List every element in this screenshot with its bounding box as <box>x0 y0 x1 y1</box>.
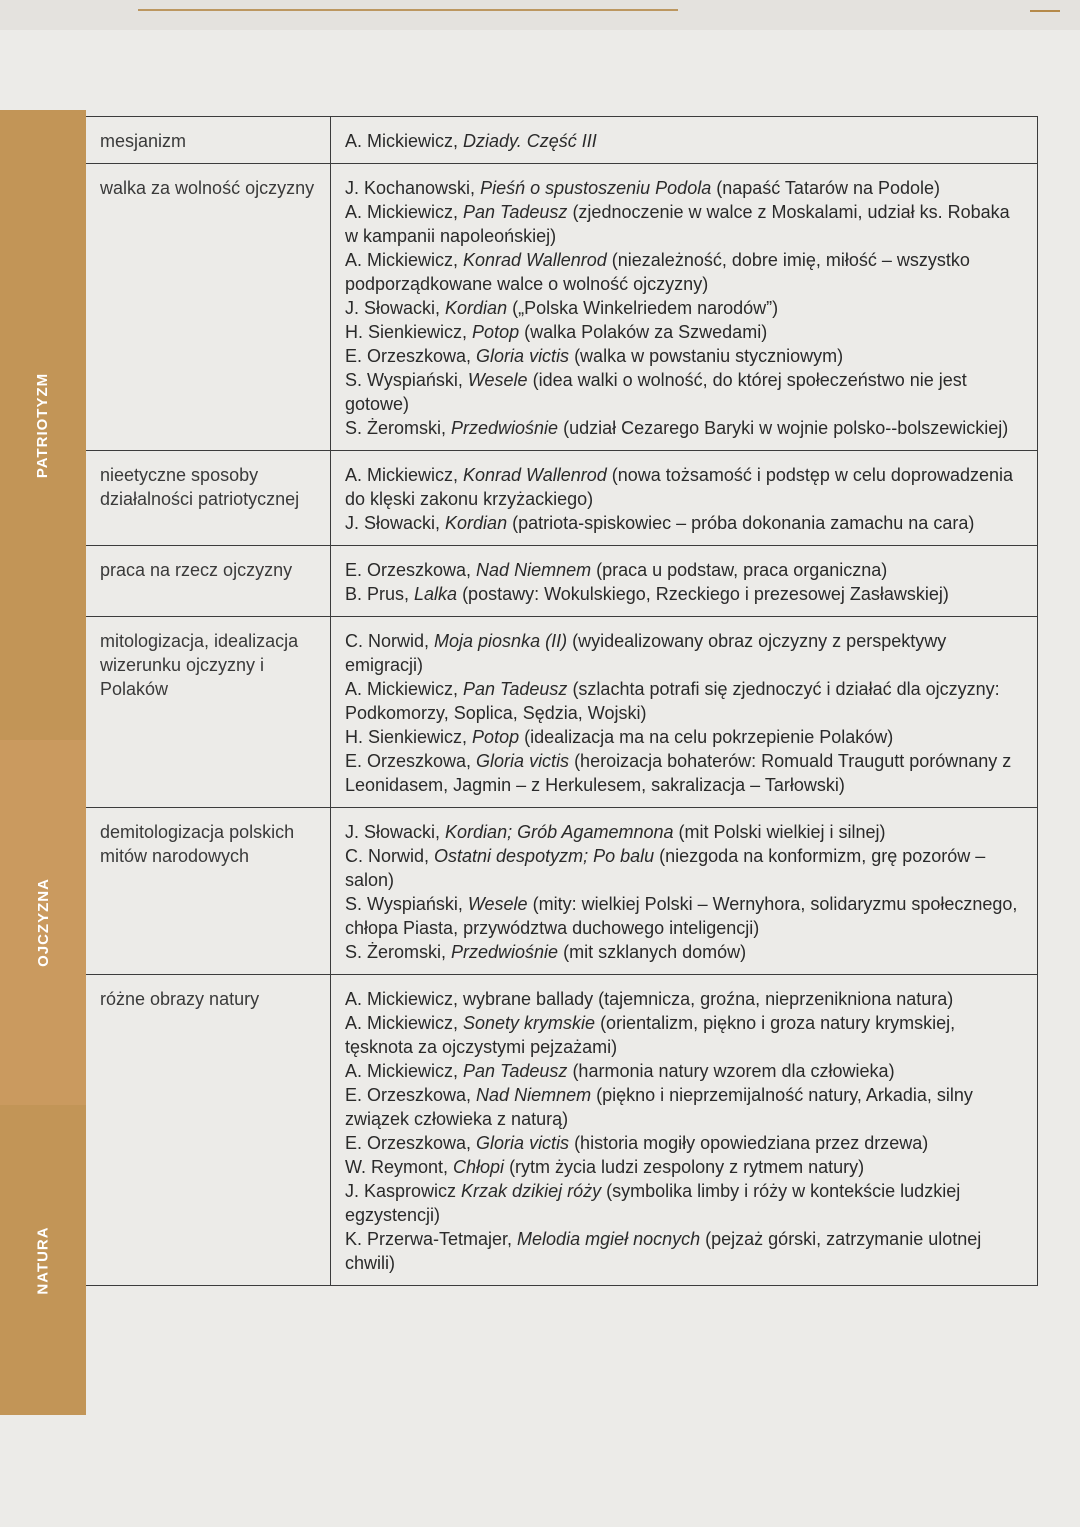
work-author: A. Mickiewicz, <box>345 202 464 222</box>
work-entry <box>345 1083 1023 1131</box>
work-note: (udział Cezarego Baryki w wojnie polsko--bolszewickiej) <box>558 418 1009 438</box>
work-entry <box>345 1131 1023 1155</box>
work-author: E. Orzeszkowa, <box>345 751 477 771</box>
section-label-natura: NATURA <box>34 1225 52 1295</box>
table-row <box>86 117 1038 164</box>
work-entry <box>345 677 1023 725</box>
work-author: J. Słowacki, <box>345 513 446 533</box>
work-note: (idealizacja ma na celu pokrzepienie Polaków) <box>519 727 894 747</box>
work-author: J. Kasprowicz <box>345 1181 462 1201</box>
work-author: A. Mickiewicz, <box>345 131 464 151</box>
work-entry <box>345 176 1023 200</box>
work-note: (praca u podstaw, praca organiczna) <box>591 560 888 580</box>
work-author: S. Żeromski, <box>345 942 452 962</box>
work-entry <box>345 511 1023 535</box>
work-entry <box>345 416 1023 440</box>
work-note: (mit Polski wielkiej i silnej) <box>673 822 886 842</box>
work-title: Przedwiośnie <box>451 942 559 962</box>
work-entry <box>345 749 1023 797</box>
work-author: S. Wyspiański, <box>345 894 468 914</box>
work-note: („Polska Winkelriedem narodów”) <box>507 298 779 318</box>
work-entry <box>345 1155 1023 1179</box>
topics-table <box>86 116 1038 1286</box>
works-cell <box>331 117 1038 164</box>
work-title: Kordian; Grób Agamemnona <box>445 822 674 842</box>
work-note: (postawy: Wokulskiego, Rzeckiego i prezesowej Zasławskiej) <box>457 584 949 604</box>
work-author: S. Żeromski, <box>345 418 452 438</box>
work-author: E. Orzeszkowa, <box>345 1133 477 1153</box>
work-note: (wyidealizowany obraz ojczyzny z perspektywy emigracji) <box>345 631 947 675</box>
work-entry <box>345 582 1023 606</box>
work-author: S. Wyspiański, <box>345 370 468 390</box>
work-entry <box>345 558 1023 582</box>
table-row <box>86 808 1038 975</box>
topic-cell: walka za wolność ojczyzny <box>86 164 331 451</box>
work-author: C. Norwid, <box>345 631 435 651</box>
work-title: Chłopi <box>453 1157 505 1177</box>
work-title: Nad Niemnem <box>476 560 592 580</box>
work-note: (pejzaż górski, zatrzymanie ulotnej chwili) <box>345 1229 982 1273</box>
work-note: (napaść Tatarów na Podole) <box>711 178 941 198</box>
work-entry <box>345 1179 1023 1227</box>
work-entry <box>345 629 1023 677</box>
work-entry <box>345 940 1023 964</box>
work-entry <box>345 463 1023 511</box>
table-row <box>86 451 1038 546</box>
works-cell <box>331 808 1038 975</box>
topic-cell: praca na rzecz ojczyzny <box>86 546 331 617</box>
work-entry <box>345 892 1023 940</box>
work-author: K. Przerwa-Tetmajer, <box>345 1229 518 1249</box>
work-author: J. Kochanowski, <box>345 178 481 198</box>
work-note: (nowa tożsamość i podstęp w celu doprowadzenia do klęski zakonu krzyżackiego) <box>345 465 1014 509</box>
work-note: (piękno i nieprzemijalność natury, Arkadia, silny związek człowieka z naturą) <box>345 1085 973 1129</box>
work-note: (harmonia natury wzorem dla człowieka) <box>567 1061 895 1081</box>
work-note: (walka w powstaniu styczniowym) <box>569 346 844 366</box>
work-title: Pan Tadeusz <box>463 1061 568 1081</box>
work-author: A. Mickiewicz, <box>345 679 464 699</box>
work-author: E. Orzeszkowa, <box>345 1085 477 1105</box>
work-author: A. Mickiewicz, <box>345 1061 464 1081</box>
top-decorative-rule <box>138 9 678 11</box>
table-row <box>86 546 1038 617</box>
work-note: (idea walki o wolność, do której społeczeństwo nie jest gotowe) <box>345 370 967 414</box>
work-title: Gloria victis <box>476 346 570 366</box>
work-note: (heroizacja bohaterów: Romuald Traugutt porównany z Leonidasem, Jagmin – z Herkulesem, sakralizacja – Tarłowski) <box>345 751 1012 795</box>
work-note: (walka Polaków za Szwedami) <box>519 322 768 342</box>
work-entry <box>345 200 1023 248</box>
work-title: Lalka <box>414 584 458 604</box>
work-title: Wesele <box>467 894 528 914</box>
topics-table-body <box>86 117 1038 1286</box>
work-title: Gloria victis <box>476 751 570 771</box>
work-author: B. Prus, <box>345 584 415 604</box>
work-author: A. Mickiewicz, <box>345 250 464 270</box>
work-title: Pieśń o spustoszeniu Podola <box>480 178 712 198</box>
work-title: Wesele <box>467 370 528 390</box>
work-entry <box>345 129 1023 153</box>
work-entry <box>345 844 1023 892</box>
work-entry <box>345 320 1023 344</box>
work-title: Konrad Wallenrod <box>463 250 607 270</box>
section-label-patriotyzm: PATRIOTYZM <box>34 372 52 478</box>
work-author: J. Słowacki, <box>345 298 446 318</box>
work-entry <box>345 368 1023 416</box>
work-title: Pan Tadeusz <box>463 202 568 222</box>
work-title: Melodia mgieł nocnych <box>517 1229 701 1249</box>
works-cell <box>331 164 1038 451</box>
work-title: Dziady. Część III <box>463 131 597 151</box>
work-note: (symbolika limby i róży w kontekście ludzkiej egzystencji) <box>345 1181 961 1225</box>
work-title: Przedwiośnie <box>451 418 559 438</box>
work-entry <box>345 296 1023 320</box>
work-entry <box>345 1011 1023 1059</box>
work-title: Kordian <box>445 298 508 318</box>
work-note: (niezależność, dobre imię, miłość – wszystko podporządkowane walce o wolność ojczyzny) <box>345 250 970 294</box>
top-decorative-rule-right <box>1030 10 1060 12</box>
topic-cell: mesjanizm <box>86 117 331 164</box>
page-top-edge <box>0 0 1080 30</box>
works-cell <box>331 975 1038 1286</box>
work-author: E. Orzeszkowa, <box>345 346 477 366</box>
work-title: Kordian <box>445 513 508 533</box>
works-cell <box>331 617 1038 808</box>
work-title: Konrad Wallenrod <box>463 465 607 485</box>
topic-cell: demitologizacja polskich mitów narodowych <box>86 808 331 975</box>
work-note: (historia mogiły opowiedziana przez drzewa) <box>569 1133 929 1153</box>
work-note: (patriota-spiskowiec – próba dokonania zamachu na cara) <box>507 513 975 533</box>
work-author: A. Mickiewicz, <box>345 465 464 485</box>
work-title: Sonety krymskie <box>463 1013 596 1033</box>
work-author: J. Słowacki, <box>345 822 446 842</box>
work-author: W. Reymont, <box>345 1157 454 1177</box>
work-author: H. Sienkiewicz, <box>345 322 473 342</box>
work-entry <box>345 987 1023 1011</box>
work-author: A. Mickiewicz, <box>345 1013 464 1033</box>
work-title: Nad Niemnem <box>476 1085 592 1105</box>
work-entry <box>345 1227 1023 1275</box>
work-author: C. Norwid, <box>345 846 435 866</box>
work-note: (rytm życia ludzi zespolony z rytmem natury) <box>504 1157 865 1177</box>
work-title: Moja piosnka (II) <box>434 631 568 651</box>
work-note: (mity: wielkiej Polski – Wernyhora, solidaryzmu społecznego, chłopa Piasta, przywództwa duchowego inteligencji) <box>345 894 1018 938</box>
work-title: Pan Tadeusz <box>463 679 568 699</box>
work-note: wybrane ballady (tajemnicza, groźna, nieprzenikniona natura) <box>463 989 954 1009</box>
works-cell <box>331 451 1038 546</box>
table-row <box>86 164 1038 451</box>
work-entry <box>345 248 1023 296</box>
work-entry <box>345 725 1023 749</box>
work-entry <box>345 344 1023 368</box>
work-note: (szlachta potrafi się zjednoczyć i działać dla ojczyzny: Podkomorzy, Soplica, Sędzia, Wojski) <box>345 679 1000 723</box>
work-title: Gloria victis <box>476 1133 570 1153</box>
work-note: (orientalizm, piękno i groza natury krymskiej, tęsknota za ojczystymi pejzażami) <box>345 1013 956 1057</box>
works-cell <box>331 546 1038 617</box>
table-row <box>86 617 1038 808</box>
work-note: (mit szklanych domów) <box>558 942 747 962</box>
work-author: H. Sienkiewicz, <box>345 727 473 747</box>
topic-cell: nieetyczne sposoby działalności patriotycznej <box>86 451 331 546</box>
work-title: Krzak dzikiej róży <box>461 1181 602 1201</box>
topic-cell: mitologizacja, idealizacja wizerunku ojczyzny i Polaków <box>86 617 331 808</box>
work-title: Ostatni despotyzm; Po balu <box>434 846 655 866</box>
section-label-ojczyzna: OJCZYZNA <box>34 878 52 967</box>
table-row <box>86 975 1038 1286</box>
work-entry <box>345 1059 1023 1083</box>
work-note: (zjednoczenie w walce z Moskalami, udział ks. Robaka w kampanii napoleońskiej) <box>345 202 1010 246</box>
work-author: E. Orzeszkowa, <box>345 560 477 580</box>
work-title: Potop <box>472 727 520 747</box>
work-title: Potop <box>472 322 520 342</box>
work-entry <box>345 820 1023 844</box>
topic-cell: różne obrazy natury <box>86 975 331 1286</box>
work-author: A. Mickiewicz, <box>345 989 464 1009</box>
work-note: (niezgoda na konformizm, grę pozorów – salon) <box>345 846 986 890</box>
